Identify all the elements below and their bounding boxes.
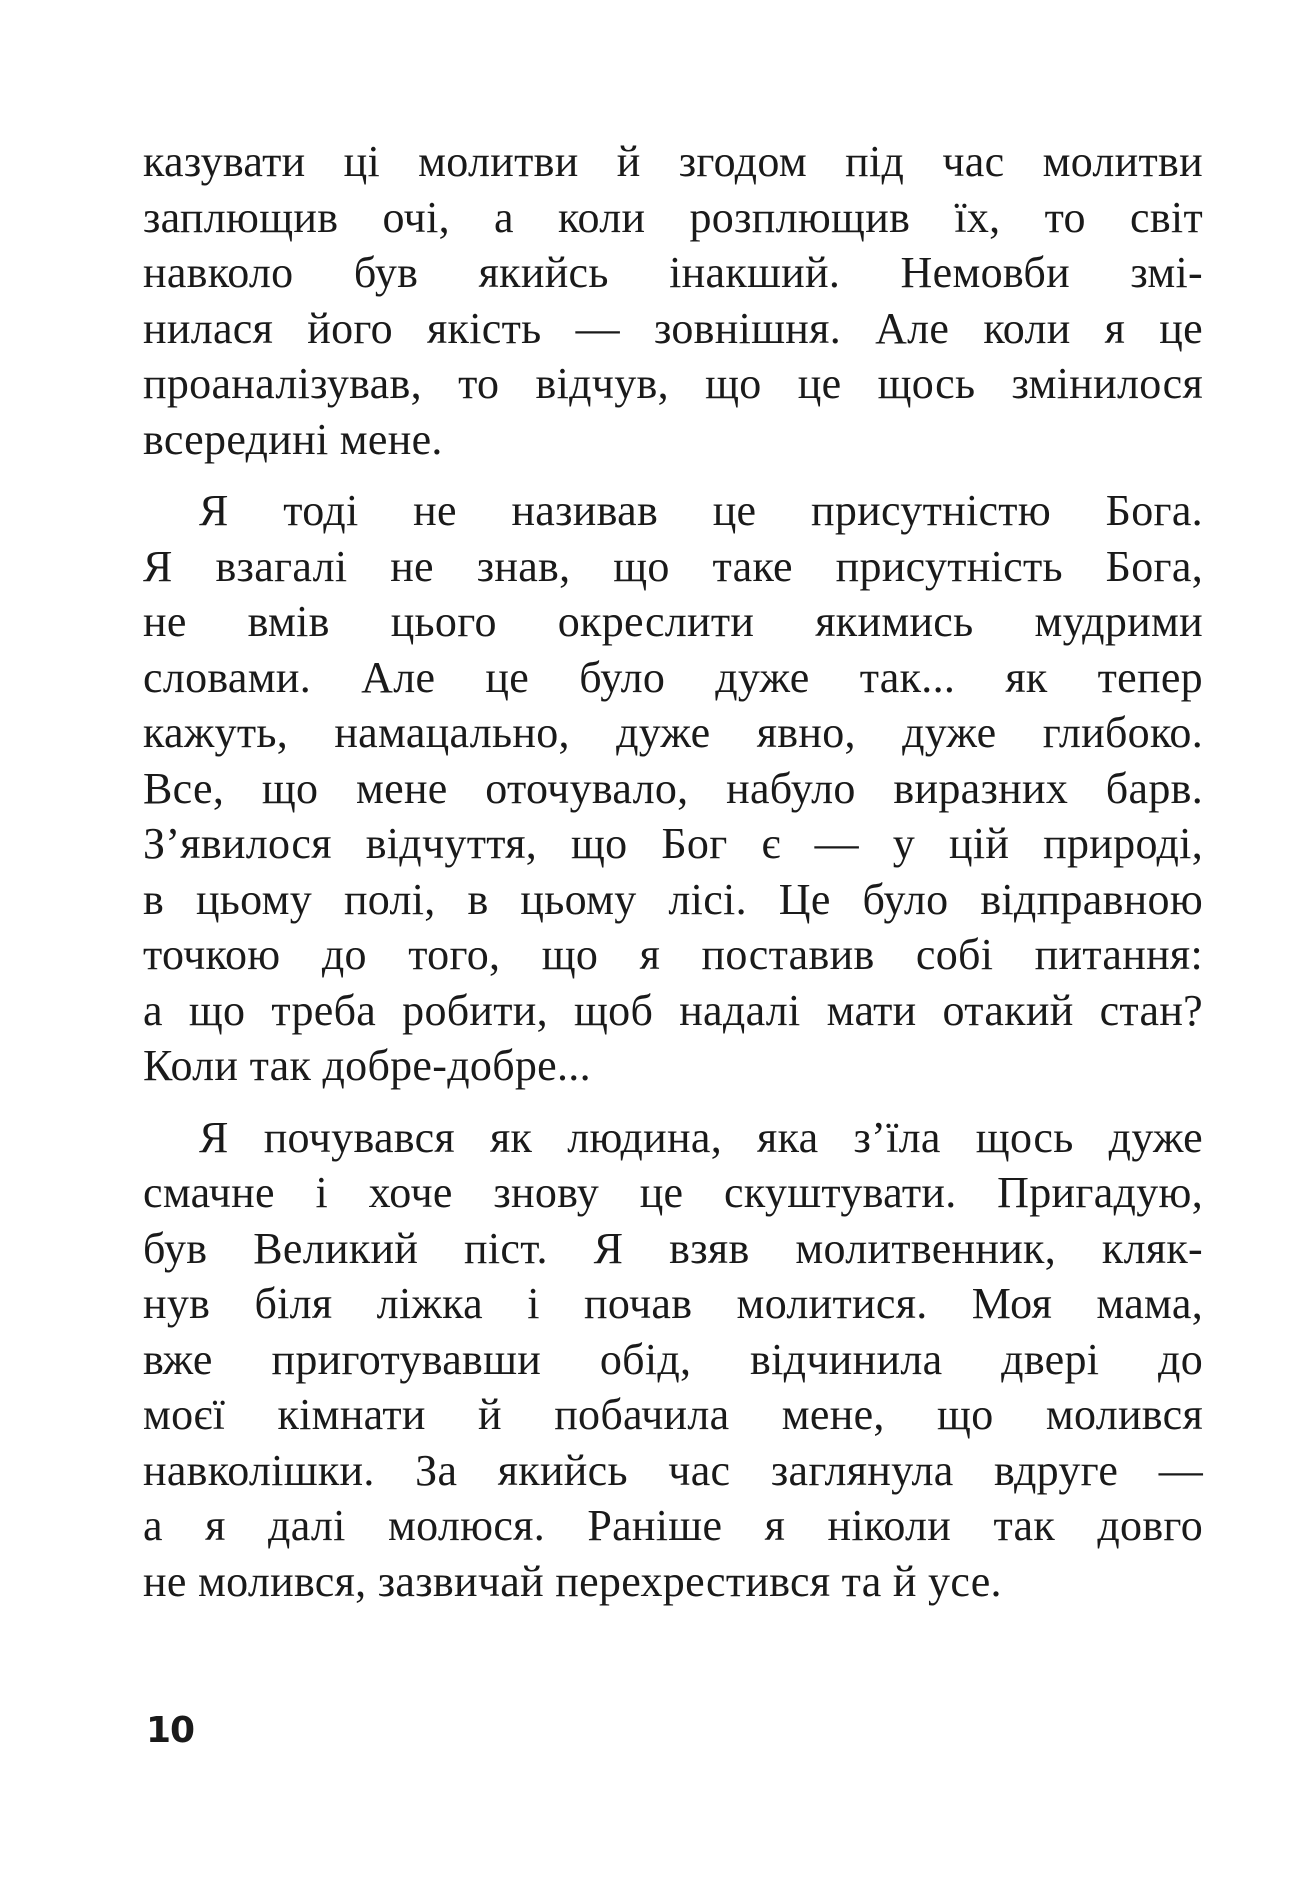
text-line: вже приготувавши обід, відчинила двері до <box>143 1334 1203 1384</box>
paragraph <box>143 134 1203 467</box>
text-line: всередині мене. <box>143 414 443 464</box>
text-line: Я взагалі не знав, що таке присутність Бога, <box>143 541 1203 591</box>
paragraph-gap <box>143 467 1203 483</box>
text-line: не молився, зазвичай перехрестився та й усе. <box>143 1556 1002 1606</box>
text-line: був Великий піст. Я взяв молитвенник, кляк- <box>143 1223 1203 1273</box>
text-line: казувати ці молитви й згодом під час молитви <box>143 137 1203 186</box>
paragraph-gap <box>143 1094 1203 1110</box>
text-line: а що треба робити, щоб надалі мати отакий стан? <box>143 985 1203 1035</box>
text-line: а я далі молюся. Раніше я ніколи так довго <box>143 1501 1203 1550</box>
text-line: словами. Але це було дуже так... як тепер <box>143 652 1203 702</box>
text-line: Я почувався як людина, яка з’їла щось дуже <box>199 1112 1203 1162</box>
text-line: нилася його якість — зовнішня. Але коли я це <box>143 303 1203 353</box>
text-line: Коли так добре-добре... <box>143 1041 591 1090</box>
text-line: точкою до того, що я поставив собі питання: <box>143 930 1203 979</box>
text-line: кажуть, намацально, дуже явно, дуже глибоко. <box>143 708 1203 757</box>
text-line: в цьому полі, в цьому лісі. Це було відправною <box>143 874 1203 924</box>
text-line: заплющив очі, а коли розплющив їх, то світ <box>143 192 1203 242</box>
text-line: Я тоді не називав це присутністю Бога. <box>199 486 1203 535</box>
text-line: моєї кімнати й побачила мене, що молився <box>143 1390 1203 1439</box>
text-line: навколо був якийсь інакший. Немовби змі- <box>143 248 1203 297</box>
body-text <box>143 134 1203 1609</box>
paragraph <box>143 483 1203 1094</box>
text-line: не вмів цього окреслити якимись мудрими <box>143 597 1203 646</box>
text-line: З’явилося відчуття, що Бог є — у цій природі, <box>143 819 1203 868</box>
text-line: проаналізував, то відчув, що це щось змінилося <box>143 359 1203 408</box>
paragraph <box>143 1110 1203 1610</box>
text-line: навколішки. За якийсь час заглянула вдруге — <box>143 1445 1203 1495</box>
text-line: Все, що мене оточувало, набуло виразних барв. <box>143 763 1203 813</box>
text-line: нув біля ліжка і почав молитися. Моя мама, <box>143 1279 1203 1328</box>
text-line: смачне і хоче знову це скуштувати. Пригадую, <box>143 1168 1203 1217</box>
page-number: 10 <box>146 1710 195 1751</box>
